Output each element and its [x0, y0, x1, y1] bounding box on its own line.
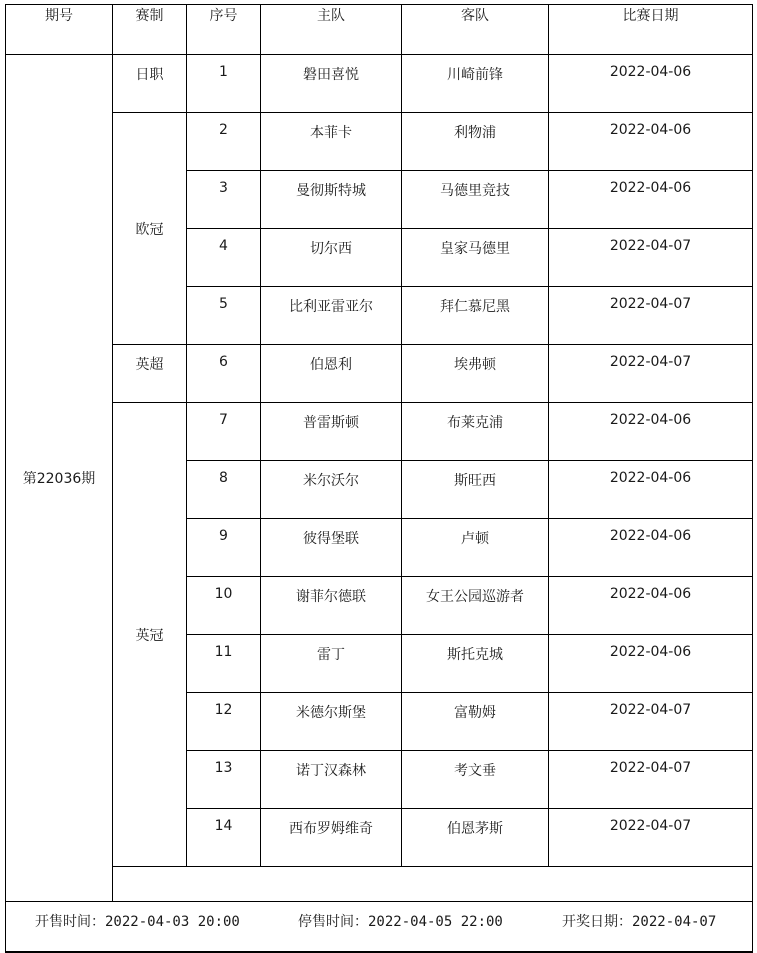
home-team: 本菲卡 — [261, 113, 402, 171]
header-row — [6, 5, 753, 55]
away-team: 川崎前锋 — [402, 55, 549, 113]
sale-start-value: 2022-04-03 20:00 — [105, 914, 240, 930]
away-team: 拜仁慕尼黑 — [402, 287, 549, 345]
draw-date-label: 开奖日期： — [562, 914, 632, 930]
league-cell: 日职 — [113, 55, 187, 113]
match-number: 2 — [187, 113, 261, 171]
away-team: 埃弗顿 — [402, 345, 549, 403]
draw-date — [562, 911, 716, 931]
blank-row — [6, 867, 753, 902]
match-number: 1 — [187, 55, 261, 113]
match-date: 2022-04-07 — [549, 693, 753, 751]
home-team: 彼得堡联 — [261, 519, 402, 577]
away-team: 伯恩茅斯 — [402, 809, 549, 867]
away-team: 马德里竞技 — [402, 171, 549, 229]
home-team: 磐田喜悦 — [261, 55, 402, 113]
table-row — [6, 55, 753, 113]
match-date: 2022-04-06 — [549, 171, 753, 229]
header-league: 赛制 — [113, 5, 187, 55]
home-team: 切尔西 — [261, 229, 402, 287]
match-number: 6 — [187, 345, 261, 403]
match-date: 2022-04-07 — [549, 287, 753, 345]
home-team: 曼彻斯特城 — [261, 171, 402, 229]
sale-stop-value: 2022-04-05 22:00 — [368, 914, 503, 930]
home-team: 普雷斯顿 — [261, 403, 402, 461]
sale-start-label: 开售时间： — [35, 914, 105, 930]
match-date: 2022-04-06 — [549, 461, 753, 519]
match-number: 9 — [187, 519, 261, 577]
header-period: 期号 — [6, 5, 113, 55]
match-number: 13 — [187, 751, 261, 809]
match-number: 4 — [187, 229, 261, 287]
schedule-table — [5, 4, 753, 953]
header-away: 客队 — [402, 5, 549, 55]
match-date: 2022-04-06 — [549, 113, 753, 171]
match-date: 2022-04-07 — [549, 751, 753, 809]
sale-stop-label: 停售时间： — [298, 914, 368, 930]
match-number: 14 — [187, 809, 261, 867]
match-number: 11 — [187, 635, 261, 693]
home-team: 雷丁 — [261, 635, 402, 693]
away-team: 考文垂 — [402, 751, 549, 809]
header-number: 序号 — [187, 5, 261, 55]
match-date: 2022-04-07 — [549, 229, 753, 287]
match-date: 2022-04-07 — [549, 809, 753, 867]
away-team: 皇家马德里 — [402, 229, 549, 287]
home-team: 比利亚雷亚尔 — [261, 287, 402, 345]
match-date: 2022-04-06 — [549, 403, 753, 461]
away-team: 富勒姆 — [402, 693, 549, 751]
table-row — [6, 403, 753, 461]
home-team: 米德尔斯堡 — [261, 693, 402, 751]
match-date: 2022-04-06 — [549, 577, 753, 635]
sale-stop — [298, 911, 503, 931]
table-row — [6, 113, 753, 171]
match-number: 5 — [187, 287, 261, 345]
blank-cell — [113, 867, 753, 902]
table-row — [6, 345, 753, 403]
period-cell: 第22036期 — [6, 55, 113, 902]
match-date: 2022-04-06 — [549, 55, 753, 113]
home-team: 米尔沃尔 — [261, 461, 402, 519]
away-team: 卢顿 — [402, 519, 549, 577]
footer-cell — [6, 902, 753, 953]
match-number: 10 — [187, 577, 261, 635]
header-home: 主队 — [261, 5, 402, 55]
away-team: 斯旺西 — [402, 461, 549, 519]
home-team: 西布罗姆维奇 — [261, 809, 402, 867]
league-cell: 欧冠 — [113, 113, 187, 345]
home-team: 谢菲尔德联 — [261, 577, 402, 635]
home-team: 诺丁汉森林 — [261, 751, 402, 809]
match-number: 3 — [187, 171, 261, 229]
match-date: 2022-04-06 — [549, 519, 753, 577]
away-team: 斯托克城 — [402, 635, 549, 693]
match-date: 2022-04-07 — [549, 345, 753, 403]
match-number: 12 — [187, 693, 261, 751]
home-team: 伯恩利 — [261, 345, 402, 403]
header-date: 比赛日期 — [549, 5, 753, 55]
draw-date-value: 2022-04-07 — [632, 914, 717, 930]
away-team: 女王公园巡游者 — [402, 577, 549, 635]
sale-start — [35, 911, 240, 931]
league-cell: 英超 — [113, 345, 187, 403]
footer-row — [6, 902, 753, 953]
match-number: 7 — [187, 403, 261, 461]
match-date: 2022-04-06 — [549, 635, 753, 693]
league-cell: 英冠 — [113, 403, 187, 867]
match-number: 8 — [187, 461, 261, 519]
away-team: 布莱克浦 — [402, 403, 549, 461]
away-team: 利物浦 — [402, 113, 549, 171]
